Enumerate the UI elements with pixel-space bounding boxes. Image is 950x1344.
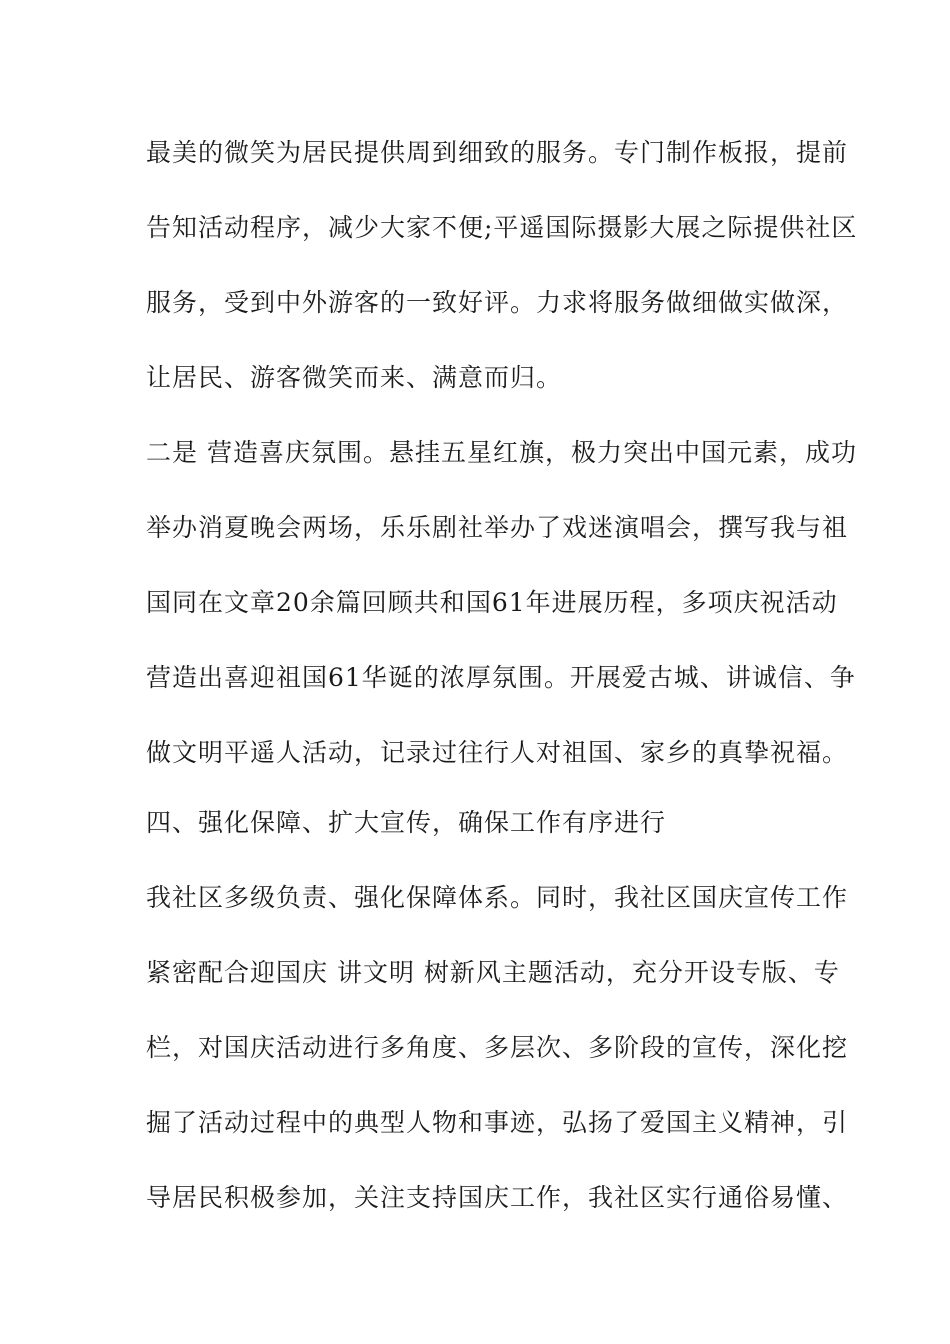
paragraph-line: 营造出喜迎祖国61华诞的浓厚氛围。开展爱古城、讲诚信、争 — [146, 663, 856, 692]
paragraph-line: 掘了活动过程中的典型人物和事迹，弘扬了爱国主义精神，引 — [146, 1108, 849, 1137]
paragraph-line: 国同在文章20余篇回顾共和国61年进展历程，多项庆祝活动 — [146, 588, 838, 617]
paragraph-line: 二是 营造喜庆氛围。悬挂五星红旗，极力突出中国元素，成功 — [146, 438, 857, 467]
paragraph-line: 让居民、游客微笑而来、满意而归。 — [146, 363, 563, 392]
paragraph-line: 我社区多级负责、强化保障体系。同时，我社区国庆宣传工作 — [146, 883, 849, 912]
paragraph-line: 做文明平遥人活动，记录过往行人对祖国、家乡的真挚祝福。 — [146, 738, 849, 767]
paragraph-line: 最美的微笑为居民提供周到细致的服务。专门制作板报，提前 — [146, 138, 849, 167]
paragraph-line: 栏，对国庆活动进行多角度、多层次、多阶段的宣传，深化挖 — [146, 1033, 849, 1062]
paragraph-line: 导居民积极参加，关注支持国庆工作，我社区实行通俗易懂、 — [146, 1183, 849, 1212]
paragraph-line: 告知活动程序，减少大家不便;平遥国际摄影大展之际提供社区 — [146, 213, 858, 242]
section-heading: 四、强化保障、扩大宣传，确保工作有序进行 — [146, 808, 667, 837]
paragraph-line: 举办消夏晚会两场，乐乐剧社举办了戏迷演唱会，撰写我与祖 — [146, 513, 849, 542]
paragraph-line: 紧密配合迎国庆 讲文明 树新风主题活动，充分开设专版、专 — [146, 958, 840, 987]
paragraph-line: 服务，受到中外游客的一致好评。力求将服务做细做实做深， — [146, 288, 849, 317]
